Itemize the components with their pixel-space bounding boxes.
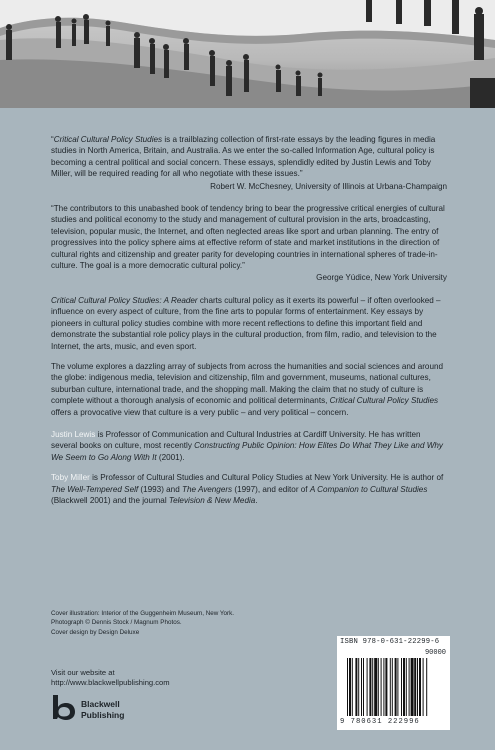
blackwell-logo-icon [51,693,77,721]
description-paragraph: The volume explores a dazzling array of subjects from across the humanities and social sciences and around the globe: indigenous media, television and citizenship, film and government, museums, national cultures, suburban culture, international trade, and the shopping mall. Making the claim that no study of culture is complete without a thorough analysis of economic and political determinants, Critical Cultural Policy Studies offers a provocative view that culture is a very public – and very political – concern. [51,361,444,417]
publisher-name: Blackwell Publishing [81,699,125,720]
cover-photograph [0,0,495,108]
book-title: Critical Cultural Policy Studies [329,396,439,406]
publisher-logo [51,693,191,733]
cover-credits: Cover illustration: Interior of the Guggenheim Museum, New York. Photograph © Dennis Stock / Magnum Photos. Cover design by Design Deluxe [51,610,235,637]
editor-bio: Toby Miller is Professor of Cultural Studies and Cultural Policy Studies at New York University. He is author of The Well-Tempered Self (1993) and The Avengers (1997), and editor of A Companion to Cultural Studies (Blackwell 2001) and the journal Television & New Media. [51,473,444,505]
isbn-number: ISBN 978-0-631-22299-6 [340,638,440,646]
guggenheim-interior-image [0,0,495,108]
website-url: http://www.blackwellpublishing.com [51,678,170,687]
quote-text: is a trailblazing collection of first-rate essays by the leading figures in media studies in North America, Britain, and Australia. As we enter the so-called Information Age, cultural policy is becoming a central political and social concern. These essays, splendidly edited by Justin Lewis and Toby Miller, will be required reading for all who negotiate with these issues.” [51,135,436,179]
website-info: Visit our website at http://www.blackwellpublishing.com [51,668,170,687]
editor-name: Justin Lewis [51,429,96,439]
quote-2: “The contributors to this unabashed book of tendency bring to bear the progressive critical energies of cultural studies and political economy to the study and management of cultural provision in the arts, broadcasting, television, popular music, the Internet, and often neglected areas like sport and urban planning. The entry of progressives into the policy sphere aims at effective reform of state and market institutions in the direction of cultural rights and citizenship and greater parity for developing countries in international spheres of trade-in-culture. The goal is a more democratic cultural policy.” [51,204,445,271]
book-title: Critical Cultural Policy Studies [53,135,163,144]
editor-bio: Justin Lewis is Professor of Communication and Cultural Industries at Cardiff University. He has written several books on culture, most recently Constructing Public Opinion: How Elites Do What They Like and Why We Seem to Go Along With It (2001). [51,429,443,462]
quote-1: “Critical Cultural Policy Studies is a trailblazing collection of first-rate essays by the leading figures in media studies in North America, Britain, and Australia. As we enter the so-called Information Age, cultural policy is becoming a central political and social concern. These essays, splendidly edited by Justin Lewis and Toby Miller, will be required reading for all who negotiate with these issues.” [51,135,436,179]
price-code: 90000 [424,649,446,657]
isbn-barcode [337,636,450,730]
barcode-icon [347,658,441,716]
quote-attribution: Robert W. McChesney, University of Illinois at Urbana-Champaign [210,181,447,191]
editor-name: Toby Miller [51,473,90,483]
book-title: Critical Cultural Policy Studies: A Reader [51,295,198,305]
back-cover-text [51,134,447,506]
ean-number: 9 780631 222996 [340,718,420,726]
description-paragraph: Critical Cultural Policy Studies: A Reader charts cultural policy as it exerts its powerful – if often overlooked – influence on every aspect of culture, from the fine arts to popular forms of entertainment. Key essays by pioneers in cultural policy studies combine with more recent reflections to define this important field and demonstrate the substantial role policy plays in the cultural production, from film, radio, and television to the Internet, the arts, music, and even sport. [51,295,441,351]
quote-attribution: George Yúdice, New York University [316,273,447,283]
